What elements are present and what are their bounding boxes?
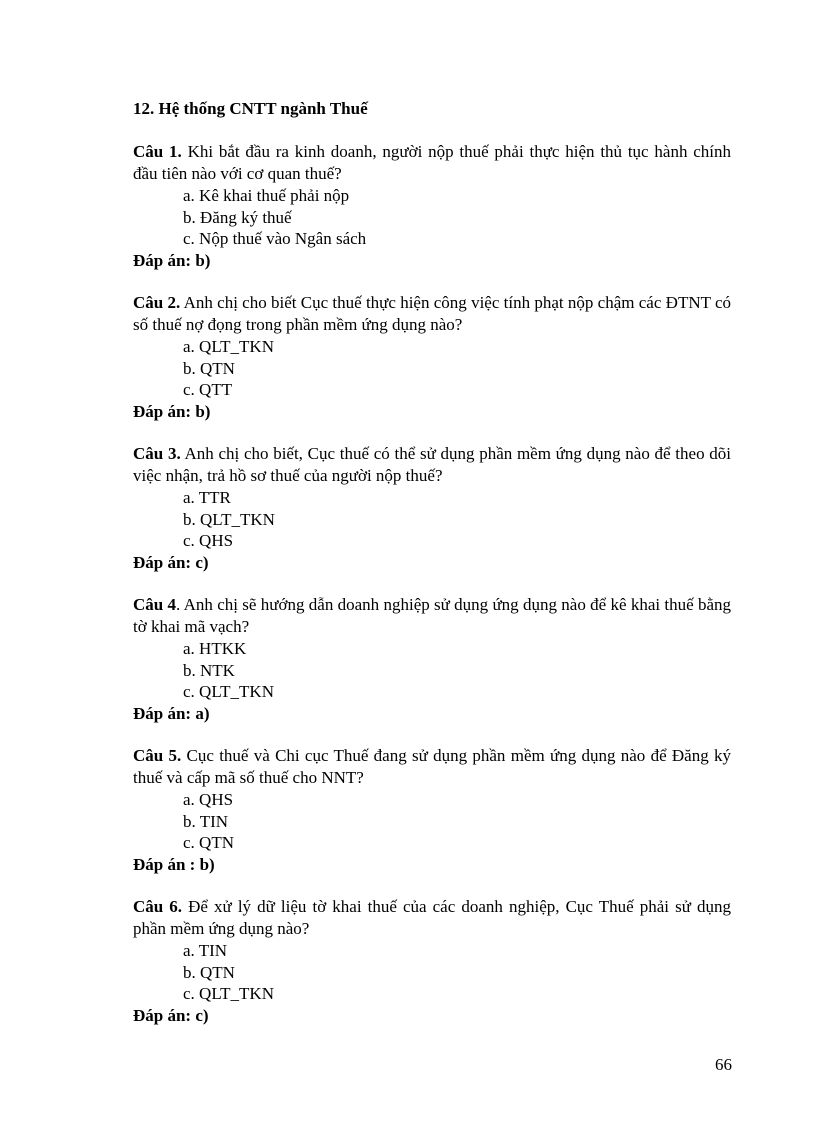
question-label: Câu 2. bbox=[133, 293, 181, 312]
option-a: a. QLT_TKN bbox=[183, 337, 274, 356]
option-b: b. Đăng ký thuế bbox=[183, 207, 292, 227]
question-body: . Anh chị sẽ hướng dẫn doanh nghiệp sử dụng ứng dụng nào để kê khai thuế bằng tờ khai mã vạch? bbox=[133, 595, 732, 636]
question-3 bbox=[133, 443, 731, 573]
option-b: b. NTK bbox=[183, 660, 235, 680]
question-text bbox=[133, 141, 731, 185]
option-b: b. QTN bbox=[183, 358, 235, 378]
option-list bbox=[133, 185, 731, 250]
answer: Đáp án: c) bbox=[133, 1005, 209, 1025]
answer: Đáp án: a) bbox=[133, 703, 210, 723]
option-list bbox=[133, 940, 731, 1005]
question-text bbox=[133, 896, 731, 940]
question-text bbox=[133, 292, 731, 336]
question-body: Để xử lý dữ liệu tờ khai thuế của các doanh nghiệp, Cục Thuế phải sử dụng phần mềm ứng dụng nào? bbox=[133, 897, 731, 938]
option-list bbox=[133, 638, 731, 703]
question-body: Anh chị cho biết, Cục thuế có thể sử dụng phần mềm ứng dụng nào để theo dõi việc nhận, trả hồ sơ thuế của người nộp thuế? bbox=[133, 444, 732, 485]
option-c: c. QTN bbox=[183, 833, 234, 852]
question-label: Câu 6. bbox=[133, 897, 183, 916]
option-a: a. TIN bbox=[183, 941, 228, 960]
question-text bbox=[133, 745, 731, 789]
answer: Đáp án: b) bbox=[133, 401, 211, 421]
question-text bbox=[133, 443, 731, 487]
option-list bbox=[133, 789, 731, 854]
option-b: b. QTN bbox=[183, 962, 235, 982]
question-label: Câu 1. bbox=[133, 142, 182, 161]
question-6 bbox=[133, 896, 731, 1026]
answer: Đáp án : b) bbox=[133, 854, 215, 874]
question-list bbox=[133, 141, 731, 1047]
option-b: b. TIN bbox=[183, 811, 229, 831]
question-1 bbox=[133, 141, 731, 271]
section-title: 12. Hệ thống CNTT ngành Thuế bbox=[133, 99, 368, 118]
option-c: c. Nộp thuế vào Ngân sách bbox=[183, 229, 367, 248]
question-label: Câu 3. bbox=[133, 444, 181, 463]
option-a: a. HTKK bbox=[183, 639, 247, 658]
option-c: c. QLT_TKN bbox=[183, 682, 274, 701]
option-list bbox=[133, 487, 731, 552]
question-4 bbox=[133, 594, 731, 724]
question-body: Cục thuế và Chi cục Thuế đang sử dụng phần mềm ứng dụng nào để Đăng ký thuế và cấp mã số thuế cho NNT? bbox=[133, 746, 732, 787]
question-body: Anh chị cho biết Cục thuế thực hiện công việc tính phạt nộp chậm các ĐTNT có số thuế nợ đọng trong phần mềm ứng dụng nào? bbox=[133, 293, 732, 334]
option-a: a. QHS bbox=[183, 790, 234, 809]
option-a: a. TTR bbox=[183, 488, 231, 507]
answer: Đáp án: c) bbox=[133, 552, 209, 572]
option-c: c. QTT bbox=[183, 380, 233, 399]
question-5 bbox=[133, 745, 731, 875]
question-text bbox=[133, 594, 731, 638]
option-a: a. Kê khai thuế phải nộp bbox=[183, 186, 350, 205]
option-b: b. QLT_TKN bbox=[183, 509, 275, 529]
option-list bbox=[133, 336, 731, 401]
question-label: Câu 5. bbox=[133, 746, 182, 765]
question-label: Câu 4 bbox=[133, 595, 177, 614]
page-number: 66 bbox=[715, 1055, 732, 1074]
answer: Đáp án: b) bbox=[133, 250, 211, 270]
option-c: c. QLT_TKN bbox=[183, 984, 274, 1003]
question-body: Khi bắt đầu ra kinh doanh, người nộp thuế phải thực hiện thủ tục hành chính đầu tiên nào với cơ quan thuế? bbox=[133, 142, 732, 183]
question-2 bbox=[133, 292, 731, 422]
option-c: c. QHS bbox=[183, 531, 234, 550]
